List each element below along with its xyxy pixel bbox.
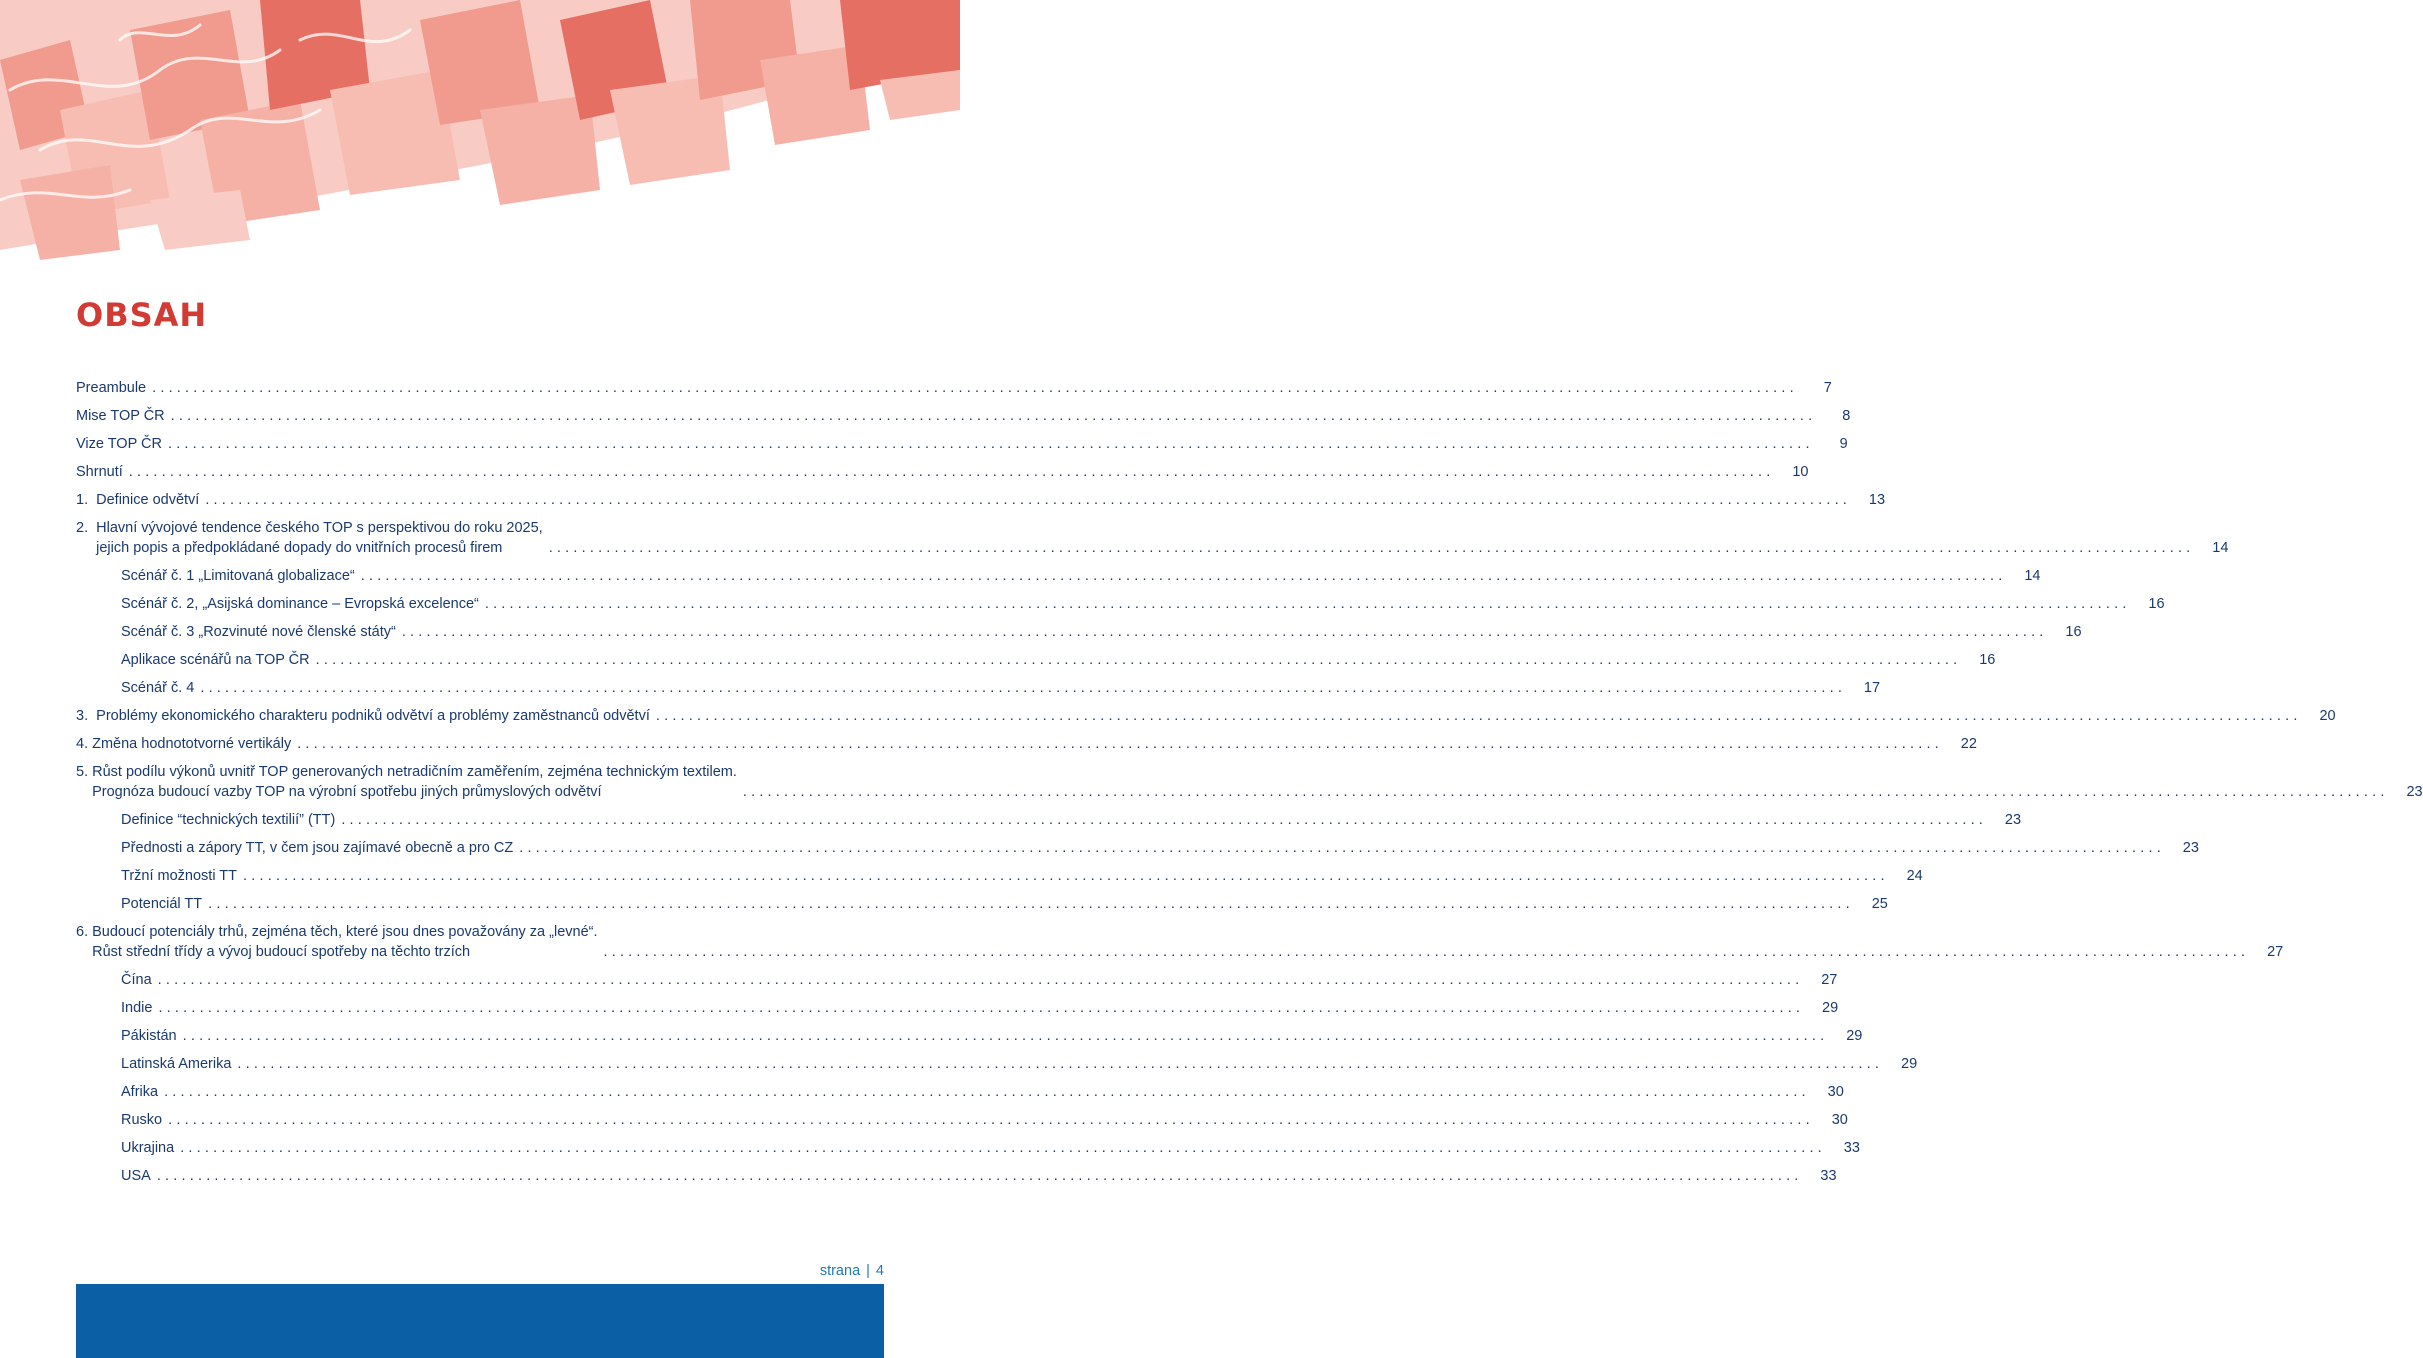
toc-entry-label: Afrika [121, 1082, 164, 1102]
dot-leader: ........................................................................................................................................................................................................ [548, 540, 2195, 556]
toc-entry-label: Přednosti a zápory TT, v čem jsou zajímavé obecně a pro CZ [121, 838, 519, 858]
toc-entry-label: Potenciál TT [121, 894, 208, 914]
toc-entry-label: Tržní možnosti TT [121, 866, 243, 886]
toc-entry[interactable] [76, 1130, 1860, 1158]
toc-entry[interactable] [76, 962, 1838, 990]
toc-entry[interactable] [76, 614, 2082, 642]
dot-leader: ........................................................................................................................................................................................................ [243, 868, 1889, 884]
toc-page-number: 13 [1868, 492, 1886, 508]
toc-entry[interactable] [76, 914, 2284, 962]
dot-leader: ........................................................................................................................................................................................................ [180, 1140, 1826, 1156]
toc-page-number: 16 [2065, 624, 2082, 640]
toc-entry[interactable] [76, 1158, 1837, 1186]
dot-leader: ........................................................................................................................................................................................................ [315, 652, 1962, 668]
toc-entry-label: 1. Definice odvětví [76, 490, 205, 510]
toc-page-number: 10 [1792, 464, 1809, 480]
toc-page-number: 14 [2024, 568, 2041, 584]
toc-entry[interactable] [76, 754, 2423, 802]
toc-page-number: 27 [2267, 944, 2284, 960]
toc-entry-label [76, 762, 743, 802]
toc-entry[interactable] [76, 558, 2041, 586]
toc-entry-label: Definice “technických textilií” (TT) [121, 810, 341, 830]
toc-entry-label: Scénář č. 1 „Limitovaná globalizace“ [121, 566, 361, 586]
dot-leader: ........................................................................................................................................................................................................ [237, 1056, 1884, 1072]
toc-entry-label: Čína [121, 970, 158, 990]
dot-leader: ........................................................................................................................................................................................................ [156, 1168, 1803, 1184]
toc-entry-label: Scénář č. 2, „Asijská dominance – Evropská excelence“ [121, 594, 485, 614]
toc-page-number: 16 [1979, 652, 1996, 668]
toc-entry-label-line: Prognóza budoucí vazby TOP na výrobní spotřebu jiných průmyslových odvětví [76, 784, 602, 800]
toc-entry-label: Ukrajina [121, 1138, 180, 1158]
toc-page-number: 23 [2406, 784, 2423, 800]
dot-leader: ........................................................................................................................................................................................................ [360, 568, 2007, 584]
dot-leader: ........................................................................................................................................................................................................ [205, 492, 1852, 508]
toc-page-number: 29 [1822, 1000, 1839, 1016]
dot-leader: ........................................................................................................................................................................................................ [484, 596, 2131, 612]
toc-entry[interactable] [76, 586, 2165, 614]
toc-entry-label-line: jejich popis a předpokládané dopady do vnitřních procesů firem [76, 540, 503, 556]
toc-page-number: 9 [1839, 436, 1848, 452]
dot-leader: ........................................................................................................................................................................................................ [164, 1084, 1810, 1100]
toc-entry-label-line: Růst střední třídy a vývoj budoucí spotřeby na těchto trzích [76, 944, 471, 960]
toc-page-number: 30 [1831, 1112, 1848, 1128]
toc-entry-label: Scénář č. 4 [121, 678, 200, 698]
toc-entry[interactable] [76, 830, 2199, 858]
toc-page-number: 8 [1842, 408, 1851, 424]
toc-entry-label: Latinská Amerika [121, 1054, 237, 1074]
toc-entry[interactable] [76, 698, 2336, 726]
toc-entry[interactable] [76, 482, 1886, 510]
toc-page-number: 24 [1906, 868, 1923, 884]
toc-page-number: 33 [1843, 1140, 1860, 1156]
toc-page-number: 7 [1823, 380, 1832, 396]
toc-entry-label [76, 922, 604, 962]
dot-leader: ........................................................................................................................................................................................................ [401, 624, 2048, 640]
toc-entry-label: Vize TOP ČR [76, 434, 168, 454]
toc-entry-label: Scénář č. 3 „Rozvinuté nové členské státy“ [121, 622, 402, 642]
toc-entry-label: Mise TOP ČR [76, 406, 171, 426]
toc-entry[interactable] [76, 426, 1848, 454]
toc-page-number: 27 [1821, 972, 1838, 988]
toc-entry[interactable] [76, 1074, 1844, 1102]
toc-entry[interactable] [76, 510, 2229, 558]
dot-leader: ........................................................................................................................................................................................................ [519, 840, 2165, 856]
toc-entry[interactable] [76, 858, 1923, 886]
toc-entry[interactable] [76, 370, 1832, 398]
toc-entry-label: Aplikace scénářů na TOP ČR [121, 650, 316, 670]
page-label: strana [819, 1263, 861, 1279]
toc-page-number: 22 [1960, 736, 1977, 752]
toc-entry-label: Preambule [76, 378, 152, 398]
toc-entry-label [76, 518, 549, 558]
toc-entry[interactable] [76, 886, 1888, 914]
dot-leader: ........................................................................................................................................................................................................ [167, 436, 1814, 452]
dot-leader: ........................................................................................................................................................................................................ [200, 680, 1847, 696]
header-decoration-image [0, 0, 960, 300]
toc-entry-label: 3. Problémy ekonomického charakteru podniků odvětví a problémy zaměstnanců odvětví [76, 706, 656, 726]
toc-entry[interactable] [76, 398, 1851, 426]
toc-entry-label-line: 5. Růst podílu výkonů uvnitř TOP generovaných netradičním zaměřením, zejména technickým textilem. [76, 764, 737, 780]
dot-leader: ........................................................................................................................................................................................................ [170, 408, 1817, 424]
toc-page-number: 23 [2182, 840, 2199, 856]
toc-page-number: 14 [2212, 540, 2229, 556]
toc-entry-label: Indie [121, 998, 158, 1018]
toc-entry[interactable] [76, 802, 2022, 830]
toc-page-number: 30 [1827, 1084, 1844, 1100]
toc-entry[interactable] [76, 990, 1839, 1018]
dot-leader: ........................................................................................................................................................................................................ [742, 784, 2389, 800]
toc-page-number: 25 [1871, 896, 1888, 912]
dot-leader: ........................................................................................................................................................................................................ [158, 1000, 1805, 1016]
toc-entry-label: Rusko [121, 1110, 168, 1130]
dot-leader: ........................................................................................................................................................................................................ [603, 944, 2250, 960]
footer-bar [76, 1284, 884, 1358]
page-number: 4 [875, 1263, 884, 1279]
toc-entry[interactable] [76, 454, 1809, 482]
toc-page-number: 33 [1820, 1168, 1837, 1184]
toc-entry-label-line: 6. Budoucí potenciály trhů, zejména těch, které jsou dnes považovány za „levné“. [76, 924, 598, 940]
dot-leader: ........................................................................................................................................................................................................ [128, 464, 1775, 480]
dot-leader: ........................................................................................................................................................................................................ [157, 972, 1804, 988]
toc-entry[interactable] [76, 726, 1977, 754]
toc-entry-label: USA [121, 1166, 157, 1186]
page-title: OBSAH [76, 296, 208, 334]
footer-separator: | [866, 1263, 870, 1279]
table-of-contents [76, 370, 2423, 1186]
toc-page-number: 29 [1846, 1028, 1863, 1044]
dot-leader: ........................................................................................................................................................................................................ [208, 896, 1854, 912]
dot-leader: ........................................................................................................................................................................................................ [182, 1028, 1829, 1044]
toc-entry[interactable] [76, 1018, 1863, 1046]
dot-leader: ........................................................................................................................................................................................................ [341, 812, 1988, 828]
toc-page-number: 23 [2004, 812, 2022, 828]
toc-page-number: 29 [1901, 1056, 1918, 1072]
dot-leader: ........................................................................................................................................................................................................ [152, 380, 1798, 396]
dot-leader: ........................................................................................................................................................................................................ [168, 1112, 1814, 1128]
toc-entry-label: 4. Změna hodnototvorné vertikály [76, 734, 297, 754]
page-footer [820, 1263, 884, 1279]
toc-entry[interactable] [76, 642, 1996, 670]
toc-entry-label-line: 2. Hlavní vývojové tendence českého TOP s perspektivou do roku 2025, [76, 520, 543, 536]
toc-entry[interactable] [76, 1102, 1848, 1130]
toc-entry[interactable] [76, 670, 1881, 698]
toc-page-number: 17 [1863, 680, 1881, 696]
toc-entry-label: Shrnutí [76, 462, 129, 482]
toc-page-number: 16 [2148, 596, 2165, 612]
dot-leader: ........................................................................................................................................................................................................ [297, 736, 1943, 752]
toc-entry-label: Pákistán [121, 1026, 183, 1046]
toc-entry[interactable] [76, 1046, 1918, 1074]
toc-page-number: 20 [2319, 708, 2336, 724]
dot-leader: ........................................................................................................................................................................................................ [655, 708, 2302, 724]
